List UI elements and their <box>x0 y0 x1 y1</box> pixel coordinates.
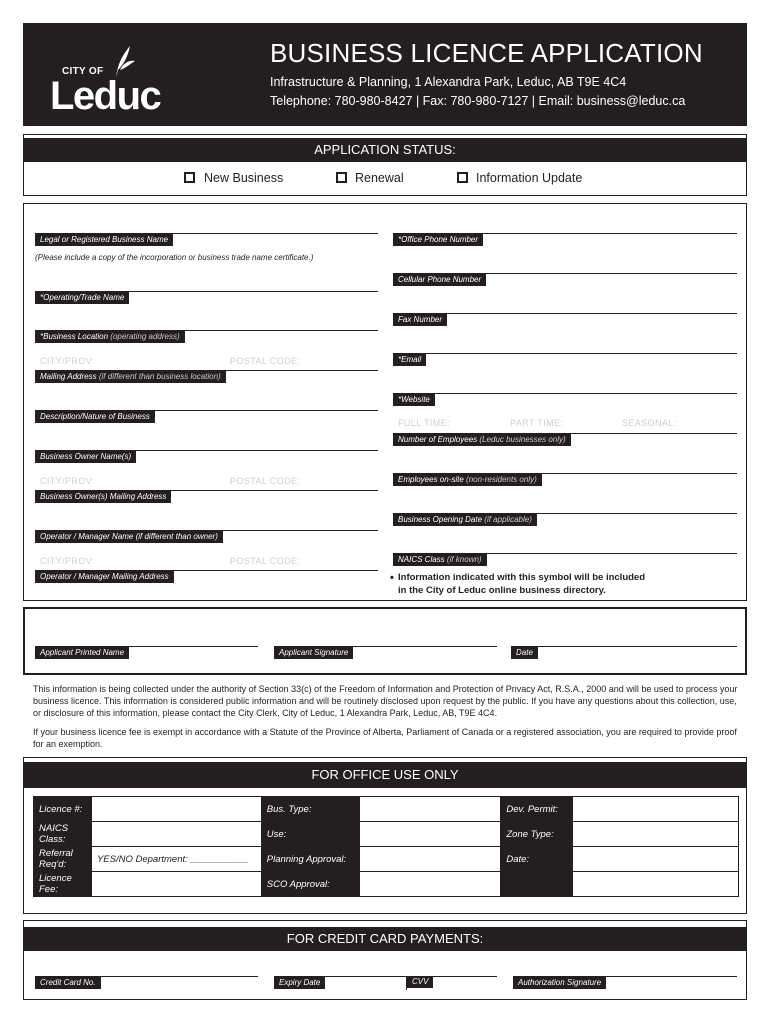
sco-approval-label: SCO Approval: <box>261 872 359 897</box>
new-business-checkbox[interactable] <box>184 172 195 183</box>
renewal-checkbox[interactable] <box>336 172 347 183</box>
email-field[interactable] <box>393 353 737 354</box>
email-label: *Email <box>393 354 426 366</box>
header-address: Infrastructure & Planning, 1 Alexandra Park, Leduc, AB T9E 4C4 <box>270 75 627 89</box>
planning-approval-label: Planning Approval: <box>261 847 359 872</box>
exemption-notice: If your business licence fee is exempt in accordance with a Statute of the Province of Alberta, Parliament of Canada or a registered association, you are required to provide proof for an exemption. <box>33 727 737 749</box>
directory-symbol-icon: • <box>390 572 394 584</box>
header-contact: Telephone: 780-980-8427 | Fax: 780-980-7127 | Email: business@leduc.ca <box>270 94 686 108</box>
mailing-address-label: Mailing Address (if different than business location) <box>35 371 226 383</box>
operator-city-prov: CITY/PROV: <box>40 556 95 566</box>
authorization-signature-label: Authorization Signature <box>513 977 606 989</box>
legal-name-note: (Please include a copy of the incorporation or business trade name certificate.) <box>35 253 314 262</box>
owner-postal-code: POSTAL CODE: <box>230 476 301 486</box>
form-title: BUSINESS LICENCE APPLICATION <box>270 38 703 68</box>
table-row <box>34 847 739 872</box>
licence-fee-label: Licence Fee: <box>34 872 92 897</box>
credit-card-heading: FOR CREDIT CARD PAYMENTS: <box>23 927 747 951</box>
card-number-label: Credit Card No. <box>35 977 101 989</box>
information-update-label: Information Update <box>476 171 583 185</box>
applicant-signature-label: Applicant Signature <box>274 647 353 659</box>
location-postal-code: POSTAL CODE: <box>230 356 301 366</box>
website-label: *Website <box>393 394 435 406</box>
cvv-label: CVV <box>407 976 433 988</box>
licence-number-cell[interactable] <box>91 797 261 822</box>
new-business-label: New Business <box>204 171 284 185</box>
expiry-date-label: Expiry Date <box>274 977 325 989</box>
office-use-table <box>33 796 739 897</box>
zone-type-label: Zone Type: <box>501 822 573 847</box>
cell-phone-label: Cellular Phone Number <box>393 274 486 286</box>
directory-note-line1: Information indicated with this symbol will be included <box>398 572 646 583</box>
information-update-checkbox[interactable] <box>457 172 468 183</box>
blank-value-cell[interactable] <box>573 872 739 897</box>
bus-type-label: Bus. Type: <box>261 797 359 822</box>
employees-label: Number of Employees (Leduc businesses only) <box>393 434 571 446</box>
logo-leduc: Leduc <box>50 74 161 118</box>
operating-name-label: *Operating/Trade Name <box>35 292 129 304</box>
naics-class-cell[interactable] <box>91 822 261 847</box>
operator-mailing-label: Operator / Manager Mailing Address <box>35 571 174 583</box>
owner-mailing-label: Business Owner(s) Mailing Address <box>35 491 171 503</box>
operator-postal-code: POSTAL CODE: <box>230 556 301 566</box>
office-use-heading: FOR OFFICE USE ONLY <box>23 762 747 788</box>
printed-name-label: Applicant Printed Name <box>35 647 129 659</box>
use-cell[interactable] <box>359 822 501 847</box>
privacy-notice: This information is being collected under the authority of Section 33(c) of the Freedom of Information and Protection of Privacy Act, R.S.A., 2000 and will be used to process your business licence. This information is considered public information and will be routinely disclosed upon request by the public. If you have any questions about this collection, use, or disclosure of this information, please contact the City Clerk, City of Leduc, 1 Alexandra Park, Leduc, AB, T9E 4C4. <box>33 684 738 718</box>
owner-names-label: Business Owner Name(s) <box>35 451 136 463</box>
office-phone-label: *Office Phone Number <box>393 234 483 246</box>
use-label: Use: <box>261 822 359 847</box>
logo-city-of: CITY OF <box>62 66 104 77</box>
blank-label-cell <box>501 872 573 897</box>
fax-label: Fax Number <box>393 314 447 326</box>
part-time-hint: PART TIME: <box>510 418 564 428</box>
naics-label: NAICS Class (if known) <box>393 554 487 566</box>
directory-note-line2: in the City of Leduc online business directory. <box>398 585 606 596</box>
seasonal-hint: SEASONAL: <box>622 418 677 428</box>
owner-city-prov: CITY/PROV: <box>40 476 95 486</box>
licence-number-label: Licence #: <box>34 797 92 822</box>
status-heading: APPLICATION STATUS: <box>23 138 747 162</box>
opening-date-label: Business Opening Date (if applicable) <box>393 514 537 526</box>
renewal-label: Renewal <box>355 171 404 185</box>
business-location-label: *Business Location (operating address) <box>35 331 185 343</box>
naics-class-label: NAICS Class: <box>34 822 92 847</box>
operator-name-label: Operator / Manager Name (if different than owner) <box>35 531 223 543</box>
office-date-cell[interactable] <box>573 847 739 872</box>
employees-onsite-label: Employees on-site (non-residents only) <box>393 474 542 486</box>
referral-label: Referral Req'd: <box>34 847 92 872</box>
office-date-label: Date: <box>501 847 573 872</box>
dev-permit-label: Dev. Permit: <box>501 797 573 822</box>
sco-approval-cell[interactable] <box>359 872 501 897</box>
table-row <box>34 872 739 897</box>
full-time-hint: FULL TIME: <box>398 418 451 428</box>
legal-name-label: Legal or Registered Business Name <box>35 234 173 246</box>
dev-permit-cell[interactable] <box>573 797 739 822</box>
signature-section <box>23 607 747 675</box>
date-field[interactable] <box>511 646 737 647</box>
referral-cell[interactable]: YES/NO Department: ___________ <box>91 847 261 872</box>
table-row <box>34 797 739 822</box>
planning-approval-cell[interactable] <box>359 847 501 872</box>
description-label: Description/Nature of Business <box>35 411 155 423</box>
bus-type-cell[interactable] <box>359 797 501 822</box>
licence-fee-cell[interactable] <box>91 872 261 897</box>
location-city-prov: CITY/PROV: <box>40 356 95 366</box>
date-label: Date <box>511 647 538 659</box>
website-field[interactable] <box>393 393 737 394</box>
zone-type-cell[interactable] <box>573 822 739 847</box>
table-row <box>34 822 739 847</box>
